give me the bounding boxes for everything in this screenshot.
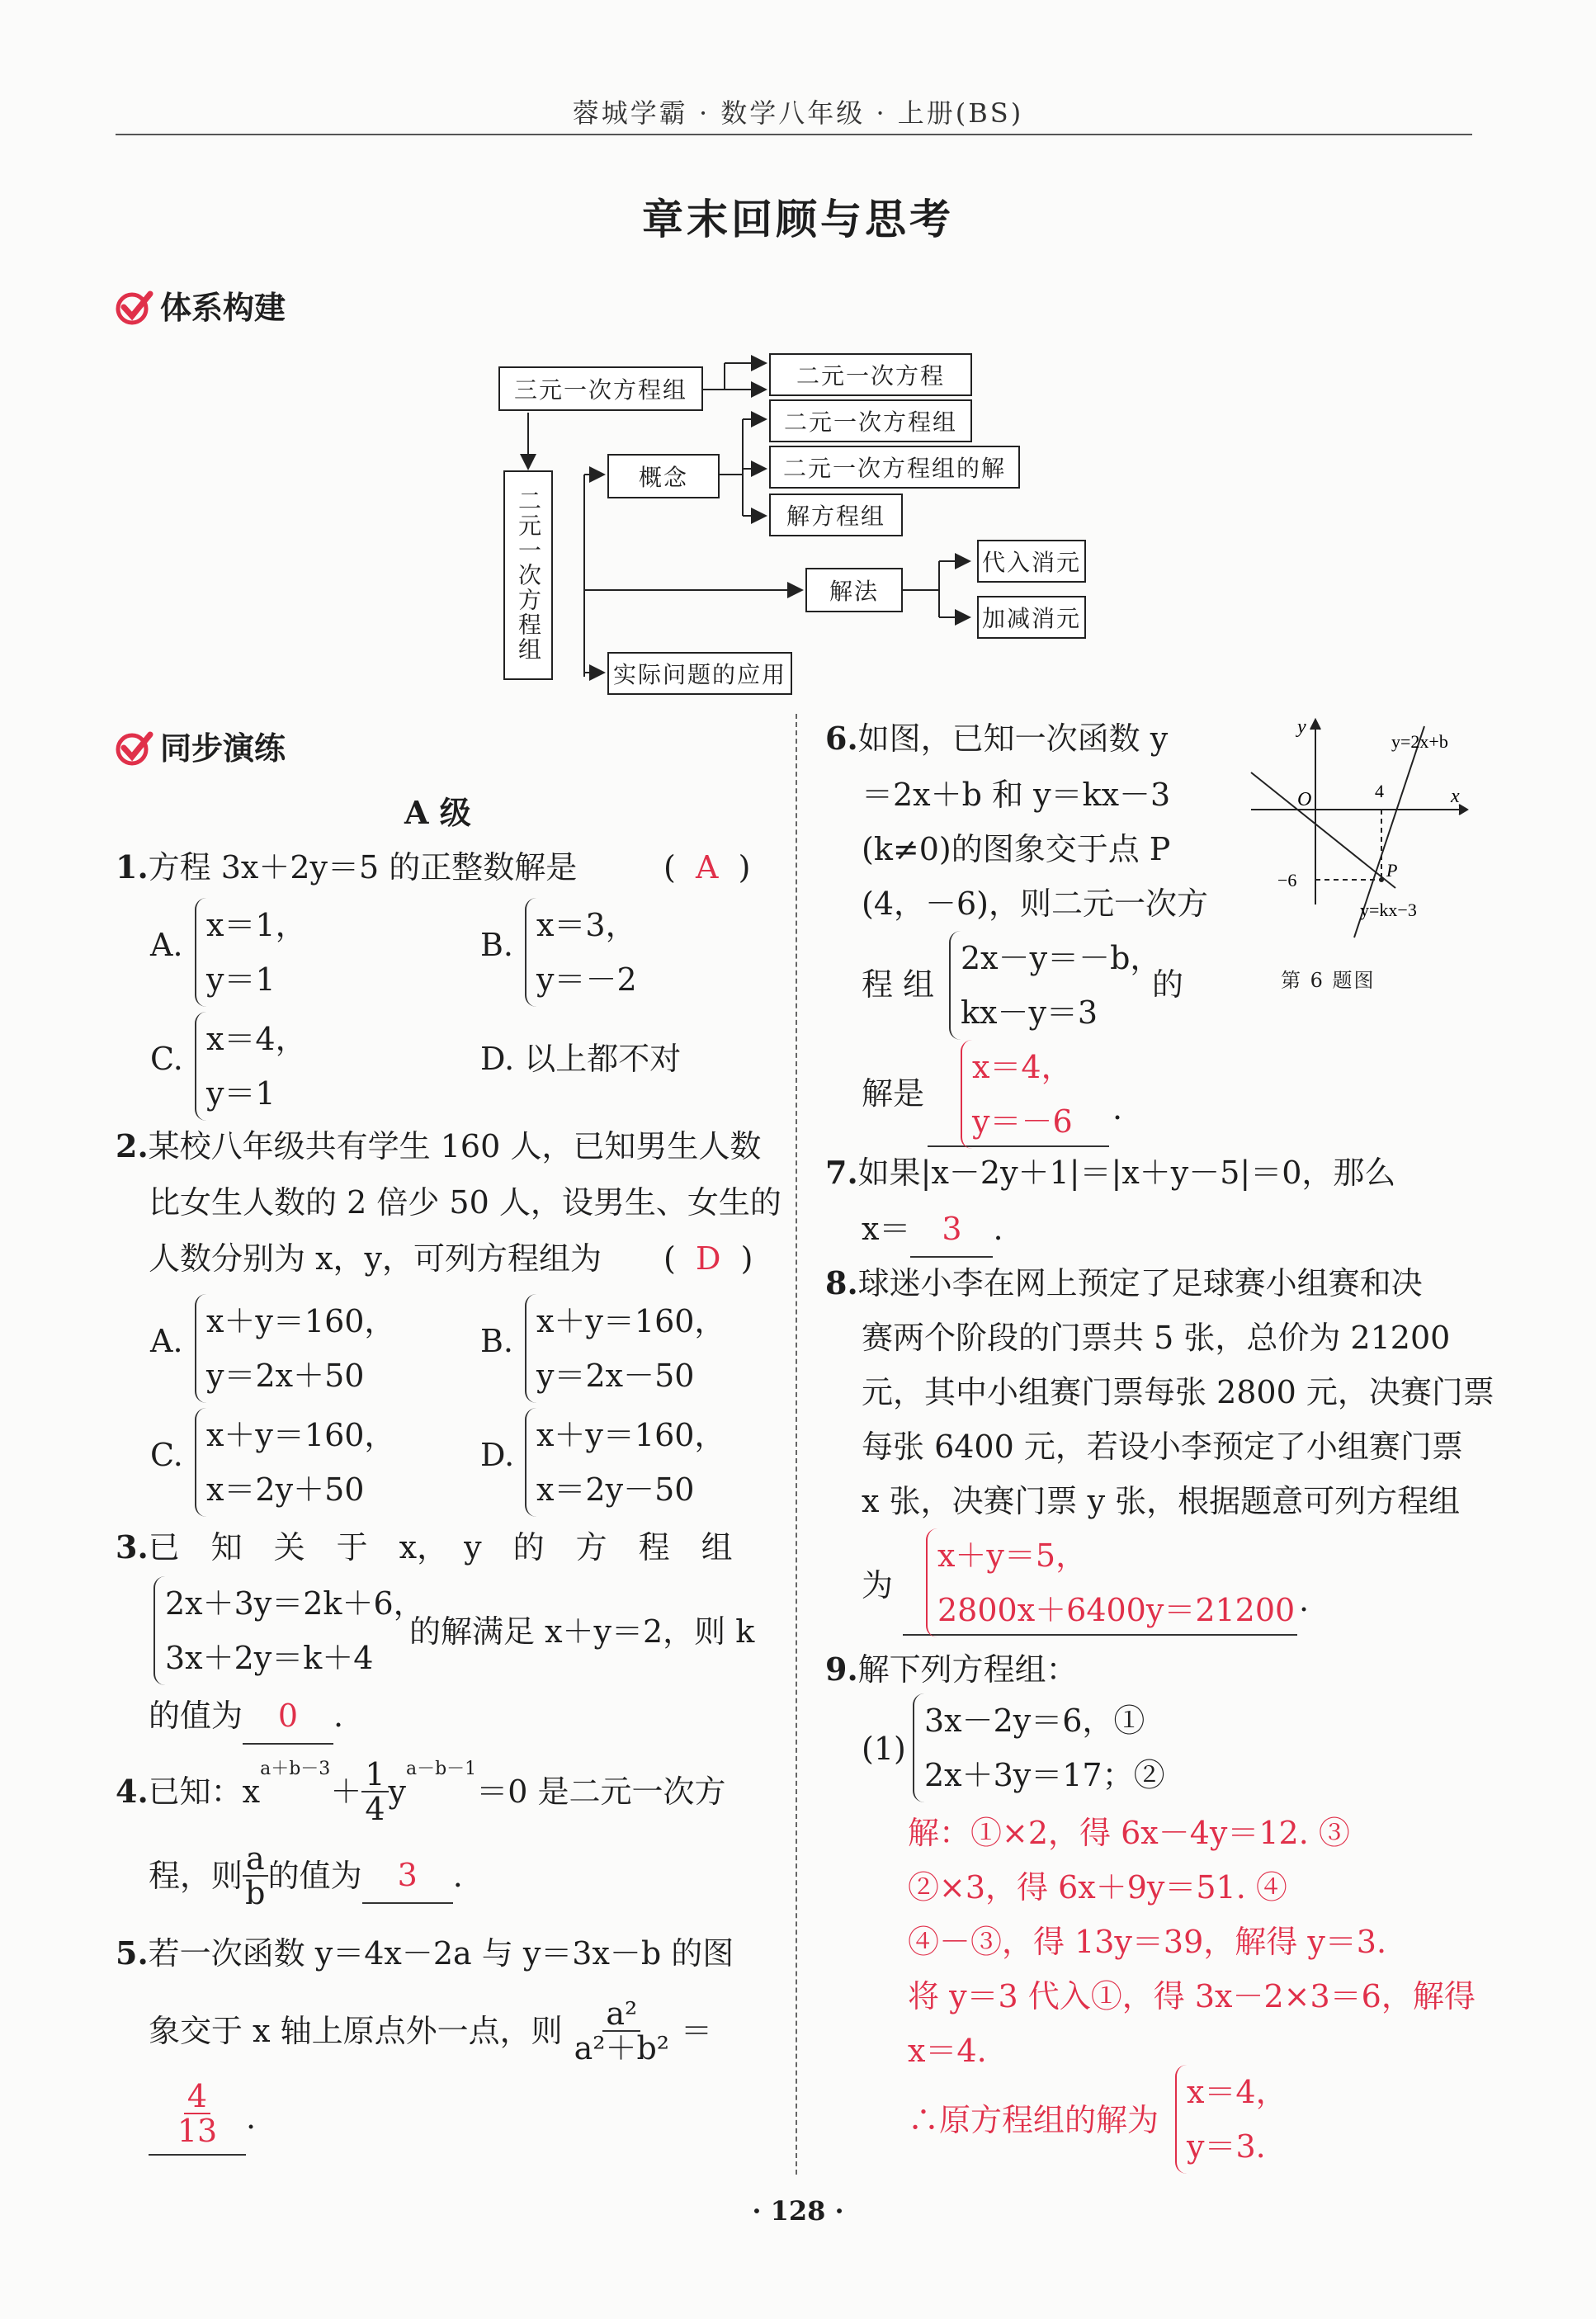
figure-caption: 第 6 题图 [1281,969,1376,992]
question-text: 如果|x－2y＋1|＝|x＋y－5|＝0，那么 [857,1155,1396,1191]
page-title: 章末回顾与思考 [642,195,954,243]
question-text: (4，－6)，则二元一次方 [862,886,1209,922]
solution-step: 解：①×2，得 6x－4y＝12. ③ [908,1815,1350,1851]
column-divider [796,714,797,2175]
section-heading-practice [116,723,286,773]
question-number: 2. [116,1127,149,1164]
box-linear-equation: 二元一次方程 [769,353,972,396]
answer-system: x＝4， y＝－6 [961,1040,1073,1149]
y-tick-neg6: −6 [1277,870,1297,890]
option-b-system: x＋y＝160， y＝2x－50 [525,1294,725,1403]
question-text: 解是 [862,1075,925,1112]
question-text: 的值为 [149,1698,243,1734]
check-icon [116,289,153,333]
box-concept: 概念 [607,454,720,498]
option-d-system: x＋y＝160， x＝2y－50 [525,1408,725,1517]
operator: ＝ [681,2013,713,2049]
system-of-equations: 2x－y＝－b， kx－y＝3 [949,931,1161,1040]
option-a-system: x＝1， y＝1 [195,898,307,1007]
question-text: 某校八年级共有学生 160 人，已知男生人数 [148,1128,762,1164]
box-substitution: 代入消元 [977,540,1086,583]
exponent: a＋b－3 [260,1759,331,1779]
question-number: 6. [825,720,858,757]
question-text: 的值为 [267,1858,362,1894]
question-text: x 张，决赛门票 y 张，根据题意可列方程组 [862,1483,1461,1519]
solution-step: ④－③，得 13y＝39，解得 y＝3. [908,1924,1387,1960]
question-text: 人数分别为 x，y，可列方程组为 [149,1240,602,1277]
question-text: 为 [862,1567,894,1603]
option-a: A. [150,927,183,963]
choice-answer: A [695,849,719,886]
option-c-system: x＝4， y＝1 [195,1012,307,1121]
solution-step: 将 y＝3 代入①，得 3x－2×3＝6，解得 [908,1978,1476,2014]
level-label: A 级 [404,794,471,831]
answer-line [903,1532,1297,1636]
question-number: 1. [116,848,149,886]
option-c: C. [150,1041,183,1077]
question-number: 5. [116,1934,149,1972]
function-graph-figure [1235,715,1482,995]
question-number: 3. [116,1528,149,1566]
answer-bracket: ( D ) [663,1240,753,1277]
section-heading-system [116,282,286,333]
system-of-equations: 2x＋3y＝2k＋6， 3x＋2y＝k＋4 [153,1576,425,1685]
period: . [1299,1582,1310,1618]
fraction-one-quarter: $\frac{1}{4}$ [361,1758,388,1825]
question-text: 方程 3x＋2y＝5 的正整数解是 [148,849,578,886]
sub-question-label: (1) [862,1731,906,1767]
solution-step: x＝4. [908,2033,987,2069]
fraction-a-over-b: $\frac{a}{b}$ [243,1842,268,1910]
question-text: 元，其中小组赛门票每张 2800 元，决赛门票 [862,1374,1494,1410]
fill-answer: 3 [362,1848,453,1904]
question-text: 解下列方程组： [857,1651,1078,1688]
question-text: 程，则 [149,1858,243,1894]
fraction-expression: $\frac{\text{a²}}{\text{a²＋b²}}$ [574,1995,670,2066]
question-text: 如图，已知一次函数 y [857,720,1169,757]
operator: ＋ [330,1773,362,1810]
question-text: 已知：x [148,1773,261,1810]
question-text: 赛两个阶段的门票共 5 张，总价为 21200 [862,1320,1451,1356]
option-a-system: x＋y＝160， y＝2x＋50 [195,1294,395,1403]
question-number: 8. [825,1264,858,1301]
exponent: a－b－1 [405,1759,477,1779]
question-text: 已 知 关 于 x， y 的 方 程 组 [148,1529,733,1566]
line-label-1: y=2x+b [1391,731,1448,752]
option-b: B. [480,1323,514,1359]
answer-system: x＋y＝5， 2800x＋6400y＝21200 [926,1528,1295,1637]
header-rule [116,134,1472,135]
box-application: 实际问题的应用 [607,652,792,695]
answer-line [928,1043,1109,1147]
option-b: B. [480,927,514,963]
variable: y [388,1773,406,1810]
choice-answer: D [695,1240,721,1277]
solution-system: x＝4， y＝3. [1175,2065,1287,2174]
question-text: 若一次函数 y＝4x－2a 与 y＝3x－b 的图 [148,1935,734,1972]
question-text: 球迷小李在网上预定了足球赛小组赛和决 [857,1265,1423,1301]
x-axis-label: x [1451,786,1460,807]
question-number: 4. [116,1773,149,1810]
check-icon [116,730,153,773]
option-d: D. [480,1437,515,1473]
solution-step: ∴原方程组的解为 [908,2102,1159,2138]
question-text: (k≠0)的图象交于点 P [862,831,1171,867]
question-text: 象交于 x 轴上原点外一点，则 [149,2013,563,2049]
y-axis-label: y [1297,716,1306,738]
option-a: A. [150,1323,183,1359]
question-text: ＝0 是二元一次方 [476,1773,726,1810]
answer-fraction: $\frac{4}{13}$ [177,2078,218,2149]
question-text: x＝ [862,1211,911,1247]
solution-step: ②×3，得 6x＋9y＝51. ④ [908,1869,1287,1906]
option-d: D. 以上都不对 [480,1041,682,1077]
answer-bracket: ( A ) [663,849,751,886]
point-p-label: P [1386,860,1398,881]
question-text: 每张 6400 元，若设小李预定了小组赛门票 [862,1429,1463,1465]
question-text: 的 [1152,966,1184,1003]
option-b-system: x＝3， y＝－2 [525,898,637,1007]
x-tick-4: 4 [1375,781,1384,801]
question-text: 比女生人数的 2 倍少 50 人，设男生、女生的 [149,1184,781,1221]
question-number: 9. [825,1651,858,1688]
line-label-2: y=kx−3 [1360,900,1417,920]
question-text: ＝2x＋b 和 y＝kx－3 [862,777,1171,813]
fill-answer: 0 [243,1688,333,1745]
page-number: · 128 · [752,2195,844,2227]
question-number: 7. [825,1154,858,1191]
section-title: 同步演练 [160,730,286,767]
fill-answer: 3 [910,1202,993,1258]
option-c: C. [150,1437,183,1473]
box-solve-system: 解方程组 [769,494,903,536]
question-text: 的解满足 x＋y＝2，则 k [409,1613,755,1650]
box-three-variable: 三元一次方程组 [498,366,703,411]
box-elimination: 加减消元 [977,596,1086,639]
box-system-solution: 二元一次方程组的解 [769,446,1020,489]
box-linear-system-def: 二元一次方程组 [769,399,972,442]
option-c-system: x＋y＝160， x＝2y＋50 [195,1408,395,1517]
system-of-equations: 3x－2y＝6，① 2x＋3y＝17；② [913,1693,1165,1802]
running-header: 蓉城学霸 · 数学八年级 · 上册(BS) [572,97,1024,129]
box-linear-system: 二元一次方程组 [503,470,553,680]
origin-label: O [1297,789,1312,810]
box-methods: 解法 [805,568,903,612]
section-title: 体系构建 [160,290,286,326]
period: . [1112,1090,1123,1126]
question-text: 程 组 [862,966,935,1003]
